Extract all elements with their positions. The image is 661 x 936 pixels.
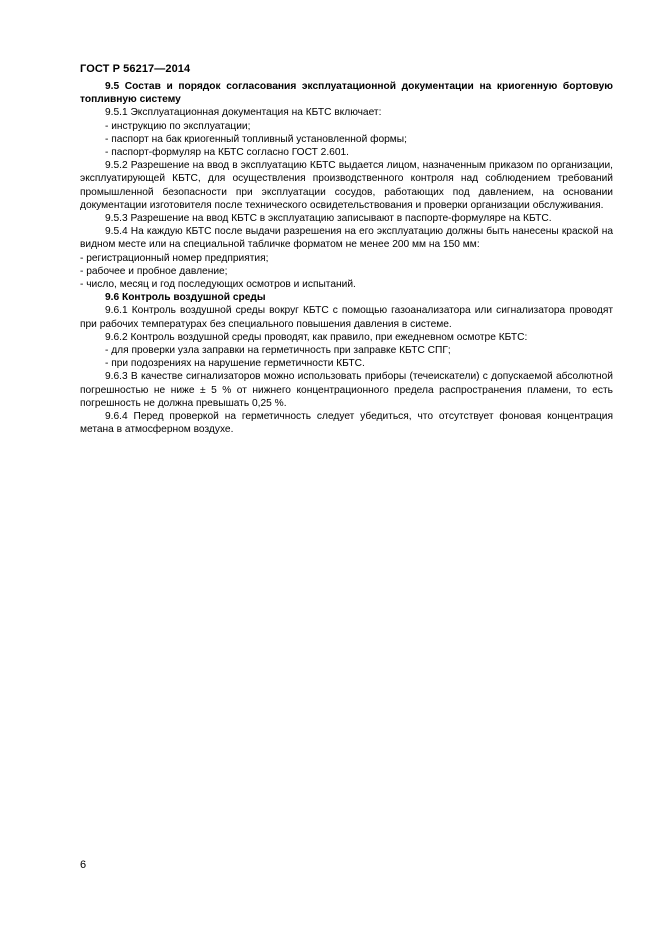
paragraph-9-6-1: 9.6.1 Контроль воздушной среды вокруг КБТС с помощью газоанализатора или сигнализатора проводят при рабочих температурах без специального повышения давления в системе. [80, 305, 613, 330]
document-body [80, 80, 613, 436]
list-item: - при подозрениях на нарушение герметичности КБТС. [105, 358, 365, 370]
paragraph-9-5-1: 9.5.1 Эксплуатационная документация на КБТС включает: [105, 107, 382, 119]
list-item: - инструкцию по эксплуатации; [105, 120, 251, 132]
section-heading-9-6: 9.6 Контроль воздушной среды [105, 292, 266, 304]
page-number: 6 [80, 859, 87, 871]
paragraph-9-5-3: 9.5.3 Разрешение на ввод КБТС в эксплуатацию записывают в паспорте-формуляре на КБТС. [105, 213, 552, 225]
paragraph-9-6-3: 9.6.3 В качестве сигнализаторов можно использовать приборы (течеискатели) с допускаемой абсолютной погрешностью не ниже ± 5 % от нижнего концентрационного предела распространения пламени, то есть погрешность не должна превышать 0,25 %. [80, 371, 613, 409]
paragraph-9-6-2: 9.6.2 Контроль воздушной среды проводят, как правило, при ежедневном осмотре КБТС: [105, 331, 528, 343]
list-item: - для проверки узла заправки на герметичность при заправке КБТС СПГ; [105, 345, 451, 357]
list-item: - регистрационный номер предприятия; [80, 252, 269, 264]
document-header: ГОСТ Р 56217—2014 [80, 63, 191, 75]
list-item: - паспорт-формуляр на КБТС согласно ГОСТ 2.601. [105, 147, 349, 159]
paragraph-9-5-4: 9.5.4 На каждую КБТС после выдачи разрешения на его эксплуатацию должны быть нанесены краской на видном месте или на специальной табличке форматом не менее 200 мм на 150 мм: [80, 226, 613, 251]
section-heading-9-5: 9.5 Состав и порядок согласования эксплуатационной документации на криогенную бортовую топливную систему [80, 81, 613, 106]
list-item: - рабочее и пробное давление; [80, 265, 228, 277]
paragraph-9-6-4: 9.6.4 Перед проверкой на герметичность следует убедиться, что отсутствует фоновая концентрация метана в атмосферном воздухе. [80, 411, 613, 436]
list-item: - паспорт на бак криогенный топливный установленной формы; [105, 133, 407, 145]
list-item: - число, месяц и год последующих осмотров и испытаний. [80, 279, 356, 291]
paragraph-9-5-2: 9.5.2 Разрешение на ввод в эксплуатацию КБТС выдается лицом, назначенным приказом по организации, эксплуатирующей КБТС, для осуществления производственного контроля над соблюдением требований промышленной безопасности при эксплуатации сосудов, работающих под давлением, на основании документации изготовителя после технического освидетельствования и проверки организации обслуживания. [80, 160, 613, 211]
